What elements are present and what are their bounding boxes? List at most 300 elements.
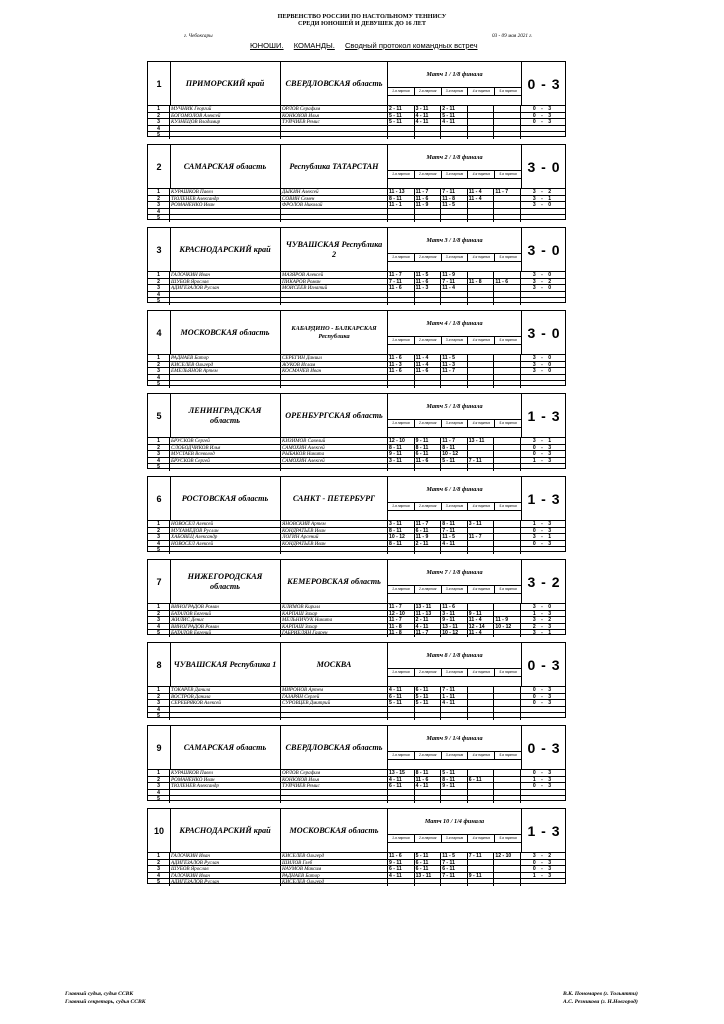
set-score: 4 - 11	[415, 113, 442, 119]
set-label: 4-я партия	[468, 585, 495, 594]
game-number: 2	[148, 362, 170, 368]
match-title: Матч 7 / 1/8 финала	[388, 560, 521, 586]
player2-name: РЫБАКОВ Никита	[281, 451, 388, 457]
game-row	[148, 521, 565, 528]
set-score: 7 - 11	[441, 279, 468, 285]
set-score: 11 - 7	[441, 368, 468, 374]
match-score: 1 - 3	[521, 394, 566, 437]
set-score	[468, 292, 495, 298]
set-score: 12 - 14	[468, 624, 495, 630]
game-row	[148, 713, 565, 720]
set-label: 4-я партия	[468, 668, 495, 677]
game-number: 4	[148, 707, 170, 713]
set-score: 6 - 11	[388, 694, 415, 700]
set-score: 3 - 11	[388, 458, 415, 464]
set-score: 11 - 9	[441, 272, 468, 278]
set-score: 7 - 11	[468, 853, 495, 859]
player1-name: НОВОСЕЛ Алексей	[170, 541, 281, 547]
match-rows	[148, 271, 565, 305]
player1-name	[170, 381, 281, 388]
set-score	[494, 528, 521, 534]
set-score	[468, 790, 495, 796]
set-labels	[388, 668, 521, 677]
set-score	[494, 611, 521, 617]
team1-name: САМАРСКАЯ область	[170, 726, 281, 769]
set-score: 5 - 11	[388, 700, 415, 706]
player2-name: ГАБРИЕЛЯН Гаарен	[281, 630, 388, 637]
game-number: 4	[148, 375, 170, 381]
player2-name: ЛОГИН Арсений	[281, 534, 388, 540]
game-number: 5	[148, 381, 170, 388]
match-block	[147, 725, 566, 801]
game-result: 0 - 3	[532, 540, 554, 547]
doc-title-line2: СРЕДИ ЮНОШЕЙ И ДЕВУШЕК ДО 16 ЛЕТ	[298, 20, 426, 27]
game-result: 0 - 3	[532, 693, 554, 700]
set-score: 11 - 6	[388, 368, 415, 374]
match-rows	[148, 437, 565, 471]
game-row	[148, 355, 565, 362]
set-score: 11 - 9	[494, 617, 521, 623]
set-label: 2-я партия	[415, 87, 442, 96]
set-score: 10 - 12	[494, 624, 521, 630]
game-number: 3	[148, 534, 170, 540]
team2-name: Республика ТАТАРСТАН	[281, 145, 388, 188]
set-score: 7 - 11	[468, 458, 495, 464]
set-score: 8 - 11	[388, 528, 415, 534]
set-score	[388, 126, 415, 132]
game-row	[148, 707, 565, 714]
set-score: 8 - 11	[388, 445, 415, 451]
game-result: 3 - 0	[532, 604, 554, 610]
set-score: 5 - 11	[388, 113, 415, 119]
set-score	[388, 879, 415, 886]
set-score: 11 - 9	[415, 534, 442, 540]
team2-name: СВЕРДЛОВСКАЯ область	[281, 62, 388, 105]
set-score	[494, 547, 521, 554]
match-number: 5	[148, 394, 171, 437]
player1-name: БРУСКОВ Сергей	[170, 458, 281, 464]
set-score	[415, 547, 442, 554]
set-score: 9 - 11	[388, 451, 415, 457]
player1-name	[170, 132, 281, 139]
game-row	[148, 611, 565, 618]
set-score: 11 - 6	[415, 458, 442, 464]
set-label: 5-я партия	[495, 419, 521, 428]
game-number: 4	[148, 541, 170, 547]
player2-name	[281, 298, 388, 305]
set-score: 11 - 5	[441, 355, 468, 361]
set-score	[494, 119, 521, 125]
game-row	[148, 534, 565, 541]
game-number: 5	[148, 215, 170, 222]
game-row	[148, 285, 565, 292]
set-score	[441, 126, 468, 132]
game-number: 1	[148, 604, 170, 610]
protocol-label: Сводный протокол командных встреч	[344, 41, 478, 50]
set-score: 3 - 11	[441, 611, 468, 617]
set-score: 11 - 7	[388, 617, 415, 623]
match-block	[147, 393, 566, 469]
set-score	[468, 687, 495, 693]
set-label: 2-я партия	[415, 253, 442, 262]
set-score	[494, 458, 521, 464]
player1-name: ХАБОВЕЦ Александр	[170, 534, 281, 540]
player2-name: НАУМОВ Максим	[281, 866, 388, 872]
set-label: 1-я партия	[388, 419, 415, 428]
player2-name: КИЗИМОВ Савелий	[281, 438, 388, 444]
set-score: 11 - 6	[415, 777, 442, 783]
match-number: 3	[148, 228, 171, 271]
category-label: ЮНОШИ.	[250, 41, 284, 50]
set-score	[494, 196, 521, 202]
set-score	[494, 796, 521, 803]
set-score	[494, 541, 521, 547]
set-score: 13 - 15	[388, 770, 415, 776]
set-score	[494, 292, 521, 298]
set-score: 4 - 11	[415, 119, 442, 125]
game-number: 3	[148, 368, 170, 374]
game-row	[148, 458, 565, 465]
game-number: 3	[148, 866, 170, 872]
game-result: 1 - 3	[532, 872, 554, 879]
set-score	[415, 464, 442, 471]
set-label: 2-я партия	[415, 419, 442, 428]
game-number: 3	[148, 451, 170, 457]
set-score: 11 - 4	[468, 630, 495, 637]
set-score: 6 - 11	[415, 451, 442, 457]
set-score	[468, 215, 495, 222]
game-result	[521, 375, 565, 381]
set-score	[468, 451, 495, 457]
game-result: 0 - 3	[532, 527, 554, 534]
game-result: 0 - 3	[532, 770, 554, 776]
match-block	[147, 476, 566, 552]
game-number: 1	[148, 687, 170, 693]
game-row	[148, 113, 565, 120]
set-score: 11 - 7	[388, 272, 415, 278]
game-result: 0 - 3	[532, 783, 554, 789]
game-row	[148, 624, 565, 631]
match-number: 10	[148, 809, 171, 852]
set-score	[388, 381, 415, 388]
set-score: 7 - 11	[441, 189, 468, 195]
set-label: 4-я партия	[468, 336, 495, 345]
game-row	[148, 783, 565, 790]
set-score	[494, 713, 521, 720]
game-row	[148, 106, 565, 113]
set-score: 8 - 11	[441, 777, 468, 783]
player1-name: ШУБОВ Ярослав	[170, 279, 281, 285]
set-score	[388, 707, 415, 713]
game-result: 0 - 3	[532, 700, 554, 706]
set-score: 2 - 11	[415, 617, 442, 623]
player1-name: ВИНОГРАДОВ Роман	[170, 604, 281, 610]
game-result	[521, 132, 565, 139]
game-row	[148, 777, 565, 784]
set-score: 4 - 11	[388, 687, 415, 693]
match-score: 0 - 3	[521, 643, 566, 686]
set-label: 3-я партия	[442, 585, 469, 594]
set-label: 1-я партия	[388, 668, 415, 677]
player2-name	[281, 796, 388, 803]
set-score	[415, 215, 442, 222]
game-number: 4	[148, 292, 170, 298]
player2-name: СЕРЕГИН Даниил	[281, 355, 388, 361]
player1-name	[170, 298, 281, 305]
set-score	[494, 694, 521, 700]
player1-name: ГАЛОЧКИН Иван	[170, 853, 281, 859]
player2-name: КОСМАЧЕВ Иван	[281, 368, 388, 374]
team2-name: МОСКОВСКАЯ область	[281, 809, 388, 852]
set-score	[468, 119, 495, 125]
game-row	[148, 209, 565, 216]
team2-name: СВЕРДЛОВСКАЯ область	[281, 726, 388, 769]
set-score: 11 - 13	[388, 189, 415, 195]
player2-name	[281, 790, 388, 796]
set-score	[415, 375, 442, 381]
set-score: 8 - 11	[415, 770, 442, 776]
set-label: 3-я партия	[442, 834, 469, 843]
game-number: 4	[148, 209, 170, 215]
set-score	[494, 381, 521, 388]
set-score: 11 - 6	[388, 853, 415, 859]
set-score	[388, 292, 415, 298]
match-title: Матч 3 / 1/8 финала	[388, 228, 521, 254]
set-score: 11 - 1	[388, 202, 415, 208]
player2-name	[281, 707, 388, 713]
match-rows	[148, 769, 565, 803]
game-result: 3 - 2	[532, 617, 554, 623]
player2-name: КОНЮХОВ Илья	[281, 113, 388, 119]
set-score	[494, 113, 521, 119]
game-number: 2	[148, 611, 170, 617]
game-result	[521, 292, 565, 298]
player2-name: ГАЗАРЯН Сергей	[281, 694, 388, 700]
player2-name	[281, 126, 388, 132]
game-row	[148, 541, 565, 548]
game-result	[521, 298, 565, 305]
set-score: 7 - 11	[388, 279, 415, 285]
set-label: 3-я партия	[442, 502, 469, 511]
set-score	[494, 451, 521, 457]
player2-name: СОВИН Семен	[281, 196, 388, 202]
game-number: 2	[148, 694, 170, 700]
set-score: 11 - 4	[415, 355, 442, 361]
game-result: 0 - 3	[532, 451, 554, 457]
set-score	[494, 132, 521, 139]
game-result	[521, 879, 565, 886]
game-row	[148, 879, 565, 886]
game-result: 3 - 2	[532, 853, 554, 859]
player2-name	[281, 132, 388, 139]
player2-name	[281, 209, 388, 215]
set-label: 5-я партия	[495, 336, 521, 345]
player2-name: КИСЕЛЕВ Ольгерд	[281, 853, 388, 859]
match-score: 1 - 3	[521, 477, 566, 520]
player2-name	[281, 375, 388, 381]
set-score: 10 - 12	[441, 451, 468, 457]
set-label: 3-я партия	[442, 419, 469, 428]
set-score: 7 - 11	[441, 873, 468, 879]
game-row	[148, 853, 565, 860]
game-row	[148, 132, 565, 139]
game-row	[148, 860, 565, 867]
set-label: 3-я партия	[442, 751, 469, 760]
set-label: 2-я партия	[415, 751, 442, 760]
set-score: 9 - 11	[468, 611, 495, 617]
set-score: 4 - 11	[388, 777, 415, 783]
set-label: 4-я партия	[468, 751, 495, 760]
game-result: 3 - 0	[532, 355, 554, 361]
game-number: 3	[148, 700, 170, 706]
set-score: 6 - 11	[415, 860, 442, 866]
set-score: 3 - 11	[415, 106, 442, 112]
set-score	[468, 298, 495, 305]
game-result	[521, 790, 565, 796]
set-score	[494, 783, 521, 789]
set-label: 1-я партия	[388, 87, 415, 96]
game-number: 1	[148, 521, 170, 527]
set-score: 11 - 6	[415, 368, 442, 374]
player1-name: БРУСКОВ Сергей	[170, 438, 281, 444]
match-number: 8	[148, 643, 171, 686]
match-number: 6	[148, 477, 171, 520]
game-row	[148, 368, 565, 375]
doc-title-line1: ПЕРВЕНСТВО РОССИИ ПО НАСТОЛЬНОМУ ТЕННИСУ	[277, 13, 447, 20]
player1-name: АДИГЕЗАЛОВ Руслан	[170, 285, 281, 291]
set-score	[494, 790, 521, 796]
set-score	[441, 209, 468, 215]
player2-name	[281, 381, 388, 388]
player1-name: КИСЕЛЕВ Ольгерд	[170, 362, 281, 368]
game-result: 1 - 3	[532, 776, 554, 783]
set-score: 11 - 8	[441, 196, 468, 202]
set-score	[468, 770, 495, 776]
set-score: 11 - 8	[388, 630, 415, 637]
set-score: 11 - 8	[468, 279, 495, 285]
set-score	[468, 285, 495, 291]
game-result	[521, 796, 565, 803]
set-score	[468, 866, 495, 872]
player2-name: РАДНАЕВ Батор	[281, 873, 388, 879]
set-score: 8 - 11	[388, 196, 415, 202]
set-score: 4 - 11	[441, 541, 468, 547]
set-score	[388, 464, 415, 471]
set-score	[494, 445, 521, 451]
set-score: 8 - 11	[441, 521, 468, 527]
player2-name: КЛИМОВ Кирилл	[281, 604, 388, 610]
chief-judge-name: В.К. Пономарев (г. Тольятти)	[563, 991, 638, 997]
set-score: 5 - 11	[415, 700, 442, 706]
set-score: 10 - 12	[388, 534, 415, 540]
set-score	[441, 132, 468, 139]
game-row	[148, 445, 565, 452]
set-score	[494, 860, 521, 866]
game-result	[521, 215, 565, 222]
player2-name: КОНДРАТЬЕВ Иван	[281, 541, 388, 547]
player2-name: ПИКАРОВ Роман	[281, 279, 388, 285]
set-score	[494, 285, 521, 291]
player2-name: ТУЙЧИЕВ Ремис	[281, 783, 388, 789]
game-row	[148, 375, 565, 382]
set-score	[494, 438, 521, 444]
match-rows	[148, 354, 565, 388]
set-score	[441, 790, 468, 796]
set-score	[415, 126, 442, 132]
set-score: 7 - 11	[441, 687, 468, 693]
set-score	[468, 355, 495, 361]
game-number: 1	[148, 106, 170, 112]
player1-name: СЕРЕБРЯКОВ Алексей	[170, 700, 281, 706]
set-label: 5-я партия	[495, 834, 521, 843]
player1-name	[170, 547, 281, 554]
set-score: 11 - 6	[388, 355, 415, 361]
game-result	[521, 547, 565, 554]
set-score	[494, 707, 521, 713]
set-score	[468, 700, 495, 706]
set-score	[441, 298, 468, 305]
set-score	[441, 879, 468, 886]
game-result: 0 - 3	[532, 687, 554, 693]
set-score	[415, 381, 442, 388]
set-label: 3-я партия	[442, 170, 469, 179]
game-row	[148, 189, 565, 196]
set-score	[468, 713, 495, 720]
set-score: 11 - 4	[468, 617, 495, 623]
match-title: Матч 6 / 1/8 финала	[388, 477, 521, 503]
game-number: 1	[148, 272, 170, 278]
game-result: 3 - 0	[532, 272, 554, 278]
set-score: 9 - 11	[468, 873, 495, 879]
match-rows	[148, 603, 565, 637]
game-row	[148, 873, 565, 880]
match-number: 2	[148, 145, 171, 188]
team1-name: КРАСНОДАРСКИЙ край	[170, 809, 281, 852]
game-number: 5	[148, 132, 170, 139]
player2-name	[281, 713, 388, 720]
set-score: 11 - 5	[441, 853, 468, 859]
match-rows	[148, 105, 565, 139]
set-label: 4-я партия	[468, 87, 495, 96]
player1-name: МУСТАЕВ Всеволод	[170, 451, 281, 457]
set-score: 13 - 11	[468, 438, 495, 444]
player1-name: КУРАШКОВ Павел	[170, 189, 281, 195]
set-score	[494, 630, 521, 637]
set-score	[415, 298, 442, 305]
set-score: 11 - 7	[494, 189, 521, 195]
player1-name: РАДНАЕВ Батор	[170, 355, 281, 361]
game-row	[148, 119, 565, 126]
player2-name: ОРЛОВ Серафим	[281, 770, 388, 776]
set-score: 13 - 11	[415, 604, 442, 610]
set-labels	[388, 253, 521, 262]
set-score	[494, 866, 521, 872]
set-score	[494, 355, 521, 361]
game-row	[148, 196, 565, 203]
player1-name: ГАЛОЧКИН Иван	[170, 873, 281, 879]
set-score	[415, 707, 442, 713]
team2-name: ЧУВАШСКАЯ Республика 2	[281, 228, 388, 271]
game-result: 3 - 1	[532, 195, 554, 202]
set-score: 11 - 5	[415, 272, 442, 278]
set-score	[415, 132, 442, 139]
match-number: 7	[148, 560, 171, 603]
set-score: 12 - 10	[388, 438, 415, 444]
player2-name	[281, 464, 388, 471]
set-score	[468, 707, 495, 713]
set-score: 9 - 11	[415, 438, 442, 444]
match-title: Матч 5 / 1/8 финала	[388, 394, 521, 420]
